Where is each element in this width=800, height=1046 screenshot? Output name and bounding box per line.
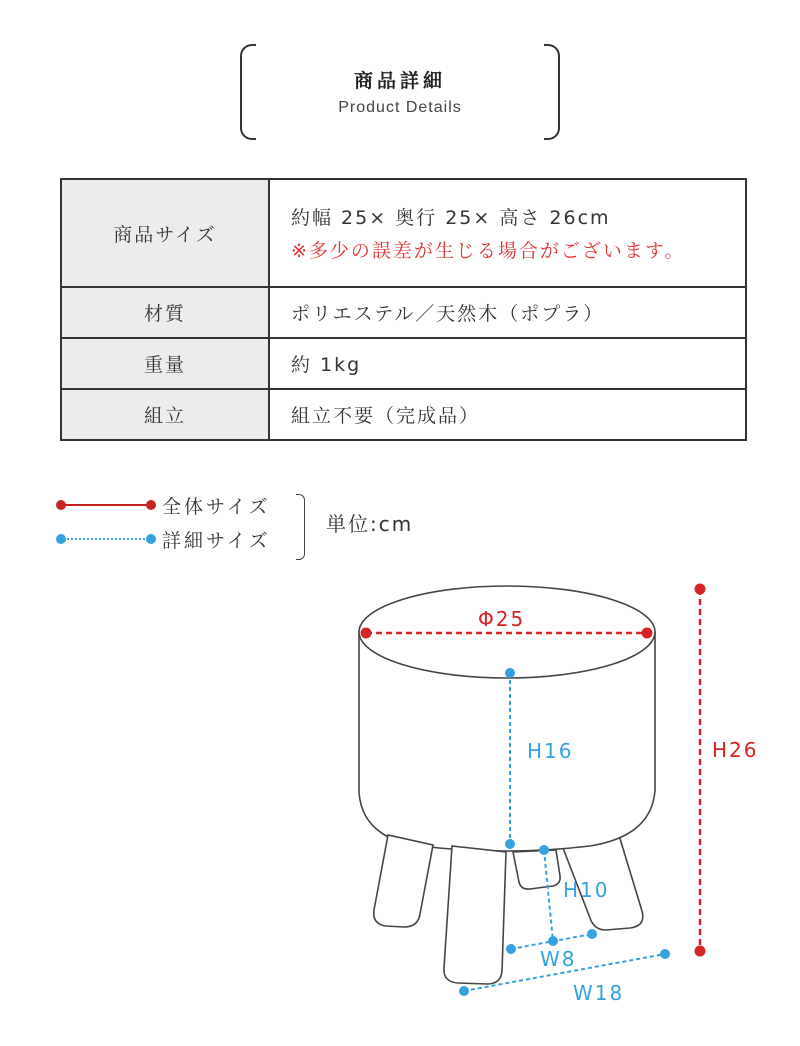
size-note: ※多少の誤差が生じる場合がございます。 [291,240,686,262]
seat-height-label: H16 [527,739,574,763]
row-label: 商品サイズ [61,179,269,287]
leg-height-label: H10 [563,878,610,902]
stool-dimension-diagram [0,570,800,1040]
table-row [61,389,746,440]
section-header [240,44,560,140]
row-label: 重量 [61,338,269,389]
total-height-label: H26 [712,738,759,762]
table-row [61,179,746,287]
stool-leg [444,846,506,984]
row-label: 組立 [61,389,269,440]
stool-leg [374,835,433,927]
spec-table [60,178,747,441]
red-line-marker [60,504,152,506]
diameter-label: Φ25 [478,607,526,631]
section-subtitle: Product Details [338,99,462,116]
legend-bracket [296,494,305,560]
legend-label-overall: 全体サイズ [162,495,271,518]
section-title: 商品詳細 [353,70,446,92]
table-row [61,338,746,389]
base-width-label: W18 [573,981,625,1005]
stool-illustration [359,586,655,984]
table-row [61,287,746,338]
row-value: ポリエステル／天然木（ポプラ） [269,287,746,338]
blue-dotted-line-marker [60,538,152,540]
row-value: 約 1kg [269,338,746,389]
row-value: 組立不要（完成品） [269,389,746,440]
right-bracket-decoration [544,44,560,140]
row-value [269,179,746,287]
leg-width-label: W8 [540,947,577,971]
dimension-legend [60,488,440,560]
row-label: 材質 [61,287,269,338]
legend-label-detail: 詳細サイズ [162,529,271,552]
legend-item-detail [60,524,270,554]
legend-item-overall [60,490,270,520]
unit-label: 単位:cm [326,512,414,536]
size-value: 約幅 25× 奥行 25× 高さ 26cm [291,207,611,229]
stool-leg [513,850,560,889]
